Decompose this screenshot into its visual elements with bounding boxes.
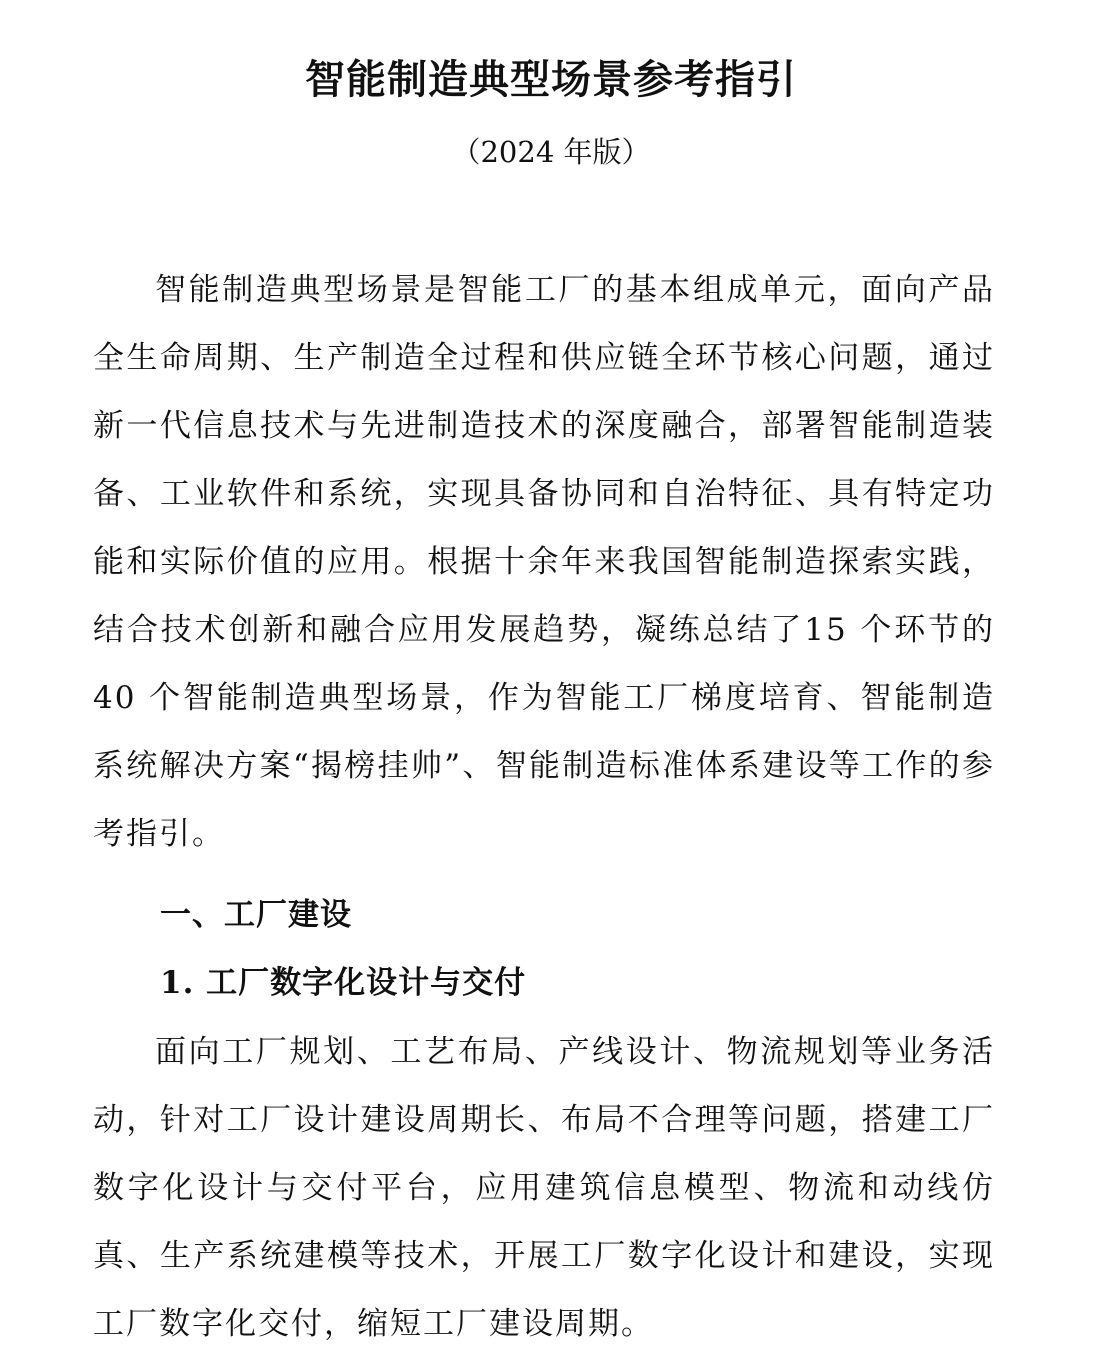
document-title: 智能制造典型场景参考指引 bbox=[305, 56, 797, 103]
subsection-heading: 1. 工厂数字化设计与交付 bbox=[160, 965, 527, 1001]
section-heading: 一、工厂建设 bbox=[160, 897, 352, 933]
document-subtitle: （2024 年版） bbox=[451, 135, 651, 169]
intro-paragraph: 智能制造典型场景是智能工厂的基本组成单元，面向产品全生命周期、生产制造全过程和供应链全环节核心问题，通过新一代信息技术与先进制造技术的深度融合，部署智能制造装备、工业软件和系统，实现具备协同和自治特征、具有特定功能和实际价值的应用。根据十余年来我国智能制造探索实践，结合技术创新和融合应用发展趋势，凝练总结了15 个环节的 40 个智能制造典型场景，作为智能工厂梯度培育、智能制造系统解决方案“揭榜挂帅”、智能制造标准体系建设等工作的参考指引。 bbox=[93, 272, 995, 852]
scene-paragraph: 面向工厂规划、工艺布局、产线设计、物流规划等业务活动，针对工厂设计建设周期长、布局不合理等问题，搭建工厂数字化设计与交付平台，应用建筑信息模型、物流和动线仿真、生产系统建模等技术，开展工厂数字化设计和建设，实现工厂数字化交付，缩短工厂建设周期。 bbox=[93, 1034, 995, 1342]
